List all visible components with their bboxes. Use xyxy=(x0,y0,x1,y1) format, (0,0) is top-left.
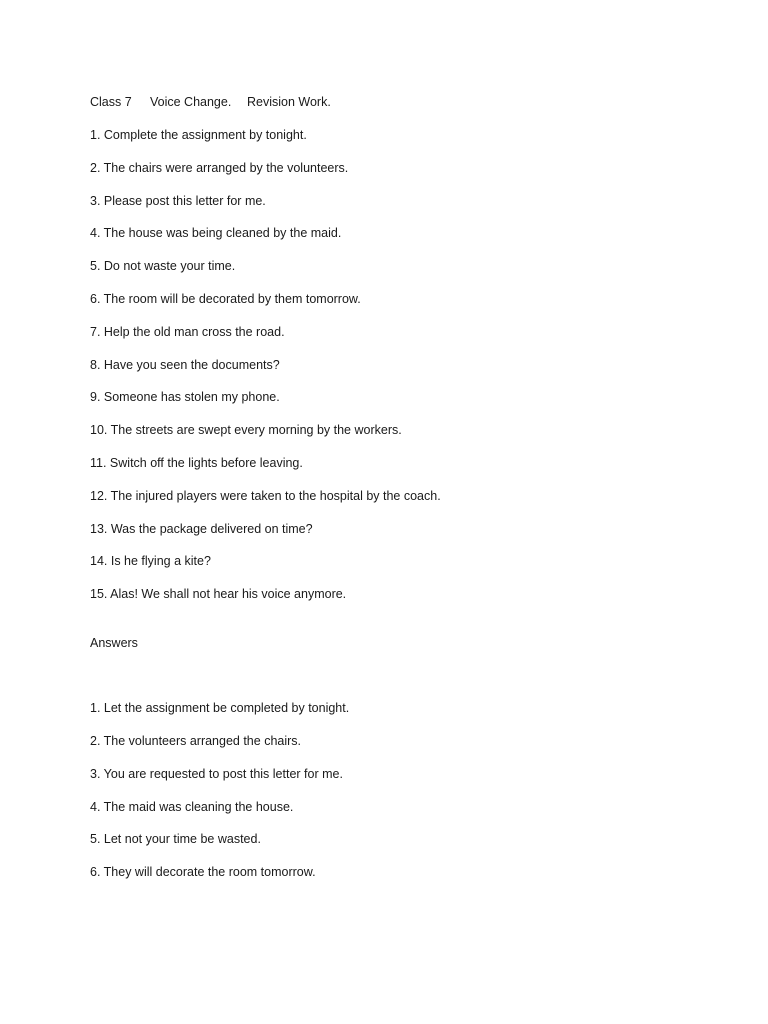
answers-heading: Answers xyxy=(90,636,138,651)
answer-item: 4. The maid was cleaning the house. xyxy=(90,799,294,814)
answer-item: 2. The volunteers arranged the chairs. xyxy=(90,733,302,748)
class-label: Class 7 xyxy=(90,95,132,109)
question-item: 5. Do not waste your time. xyxy=(90,259,236,274)
answer-item: 5. Let not your time be wasted. xyxy=(90,832,261,847)
answer-item: 6. They will decorate the room tomorrow. xyxy=(90,865,316,880)
question-item: 6. The room will be decorated by them tomorrow. xyxy=(90,291,361,306)
answer-item: 3. You are requested to post this letter for me. xyxy=(90,766,343,781)
answer-item: 1. Let the assignment be completed by tonight. xyxy=(90,701,350,716)
question-list xyxy=(90,127,710,602)
question-item: 10. The streets are swept every morning by the workers. xyxy=(90,423,402,438)
question-item: 12. The injured players were taken to the hospital by the coach. xyxy=(90,488,441,503)
question-item: 2. The chairs were arranged by the volunteers. xyxy=(90,160,349,175)
question-item: 7. Help the old man cross the road. xyxy=(90,324,285,339)
work-type-label: Revision Work. xyxy=(247,95,331,109)
question-item: 4. The house was being cleaned by the maid. xyxy=(90,226,342,241)
question-item: 1. Complete the assignment by tonight. xyxy=(90,128,307,142)
question-item: 15. Alas! We shall not hear his voice anymore. xyxy=(90,587,347,602)
topic-label: Voice Change. xyxy=(150,95,232,109)
worksheet-header xyxy=(90,94,710,110)
question-item: 14. Is he flying a kite? xyxy=(90,554,211,569)
question-item: 9. Someone has stolen my phone. xyxy=(90,390,280,405)
document-content xyxy=(90,94,710,897)
question-item: 11. Switch off the lights before leaving. xyxy=(90,455,303,470)
question-item: 3. Please post this letter for me. xyxy=(90,193,266,208)
question-item: 8. Have you seen the documents? xyxy=(90,357,280,372)
question-item: 13. Was the package delivered on time? xyxy=(90,521,313,536)
answer-list xyxy=(90,700,710,880)
